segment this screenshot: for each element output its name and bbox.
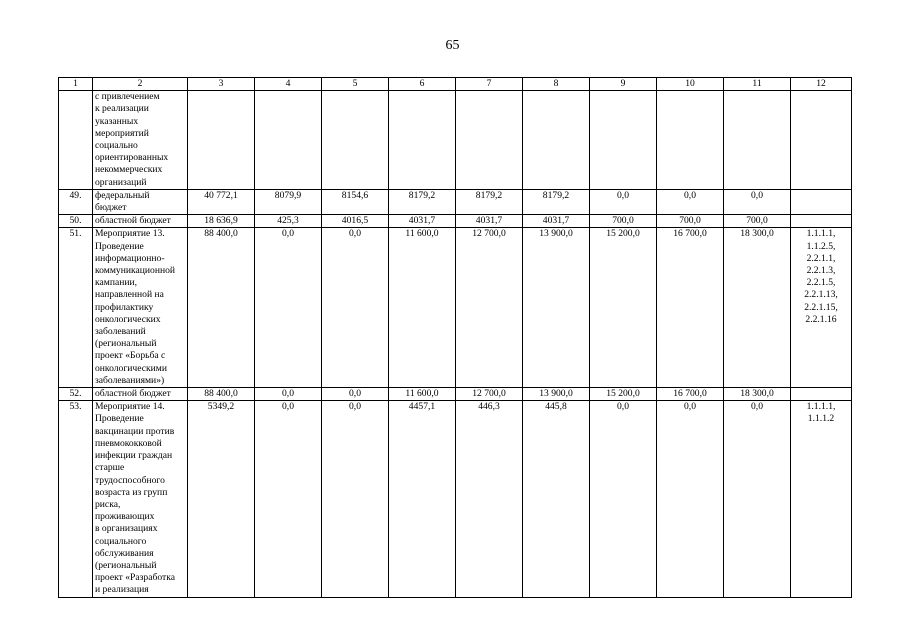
value-cell: 0,0 bbox=[590, 189, 657, 214]
measure-name-cell bbox=[93, 215, 188, 228]
header-row bbox=[59, 78, 852, 91]
value-cell: 446,3 bbox=[456, 401, 523, 597]
measure-name-cell bbox=[93, 91, 188, 190]
indicator-refs-cell bbox=[791, 215, 852, 228]
text-line: вакцинации против bbox=[95, 425, 175, 437]
value-cell: 88 400,0 bbox=[188, 228, 255, 388]
measure-name-cell bbox=[93, 189, 188, 214]
text-line: федеральный bbox=[95, 189, 150, 201]
value-cell: 0,0 bbox=[657, 401, 724, 597]
text-line: бюджет bbox=[95, 202, 127, 214]
text-line: кампании, bbox=[95, 277, 138, 289]
text-line: риска, bbox=[95, 498, 121, 510]
table-row bbox=[59, 401, 852, 597]
value-cell: 445,8 bbox=[523, 401, 590, 597]
column-header-10: 10 bbox=[657, 78, 724, 91]
text-line: 2.2.1.16 bbox=[805, 313, 837, 325]
text-line: 1.1.1.2 bbox=[807, 413, 835, 425]
text-line: пневмококковой bbox=[95, 437, 162, 449]
text-line: заболеваний bbox=[95, 326, 146, 338]
table-row bbox=[59, 388, 852, 401]
text-line: 2.2.1.5, bbox=[806, 277, 836, 289]
value-cell: 4457,1 bbox=[389, 401, 456, 597]
column-header-9: 9 bbox=[590, 78, 657, 91]
value-cell: 12 700,0 bbox=[456, 228, 523, 388]
table-row bbox=[59, 189, 852, 214]
value-cell: 16 700,0 bbox=[657, 388, 724, 401]
value-cell: 8179,2 bbox=[456, 189, 523, 214]
column-header-2: 2 bbox=[93, 78, 188, 91]
value-cell: 4031,7 bbox=[523, 215, 590, 228]
value-cell: 0,0 bbox=[322, 228, 389, 388]
value-cell: 18 636,9 bbox=[188, 215, 255, 228]
text-line: областной бюджет bbox=[95, 215, 171, 227]
row-number-cell: 49. bbox=[59, 189, 93, 214]
text-line: старше bbox=[95, 462, 125, 474]
text-line: областной бюджет bbox=[95, 388, 171, 400]
text-line: профилактику bbox=[95, 301, 154, 313]
text-line: возраста из групп bbox=[95, 486, 168, 498]
value-cell: 0,0 bbox=[322, 388, 389, 401]
value-cell: 8179,2 bbox=[389, 189, 456, 214]
column-header-11: 11 bbox=[724, 78, 791, 91]
text-line: Мероприятие 14. bbox=[95, 401, 165, 413]
text-line: Проведение bbox=[95, 413, 144, 425]
value-cell: 16 700,0 bbox=[657, 228, 724, 388]
text-line: 2.2.1.3, bbox=[806, 265, 836, 277]
value-cell: 88 400,0 bbox=[188, 388, 255, 401]
value-cell bbox=[322, 91, 389, 190]
value-cell: 0,0 bbox=[255, 388, 322, 401]
budget-table bbox=[58, 77, 852, 598]
value-cell: 700,0 bbox=[724, 215, 791, 228]
text-line: трудоспособного bbox=[95, 474, 165, 486]
value-cell: 15 200,0 bbox=[590, 228, 657, 388]
text-line: Проведение bbox=[95, 240, 144, 252]
measure-name-cell bbox=[93, 401, 188, 597]
row-number-cell: 52. bbox=[59, 388, 93, 401]
text-line: 2.2.1.15, bbox=[804, 301, 838, 313]
value-cell: 18 300,0 bbox=[724, 388, 791, 401]
value-cell: 12 700,0 bbox=[456, 388, 523, 401]
text-line: заболеваниями») bbox=[95, 374, 165, 386]
text-line: коммуникационной bbox=[95, 265, 176, 277]
value-cell bbox=[590, 91, 657, 190]
value-cell: 13 900,0 bbox=[523, 228, 590, 388]
text-line: направленной на bbox=[95, 289, 164, 301]
value-cell: 40 772,1 bbox=[188, 189, 255, 214]
text-line: Мероприятие 13. bbox=[95, 228, 165, 240]
text-line: 2.2.1.1, bbox=[806, 252, 836, 264]
text-line: информационно- bbox=[95, 252, 165, 264]
text-line: к реализации bbox=[95, 103, 149, 115]
value-cell: 0,0 bbox=[255, 401, 322, 597]
text-line: организаций bbox=[95, 176, 147, 188]
text-line: онкологических bbox=[95, 313, 161, 325]
value-cell: 0,0 bbox=[724, 189, 791, 214]
value-cell: 0,0 bbox=[255, 228, 322, 388]
text-line: проект «Борьба с bbox=[95, 350, 166, 362]
value-cell bbox=[657, 91, 724, 190]
indicator-refs-cell bbox=[791, 388, 852, 401]
value-cell bbox=[255, 91, 322, 190]
text-line: 2.2.1.13, bbox=[804, 289, 838, 301]
value-cell: 18 300,0 bbox=[724, 228, 791, 388]
column-header-1: 1 bbox=[59, 78, 93, 91]
indicator-refs-cell bbox=[791, 228, 852, 388]
text-line: мероприятий bbox=[95, 127, 149, 139]
column-header-6: 6 bbox=[389, 78, 456, 91]
indicator-refs-cell bbox=[791, 401, 852, 597]
value-cell: 4031,7 bbox=[389, 215, 456, 228]
value-cell: 4031,7 bbox=[456, 215, 523, 228]
text-line: онкологическими bbox=[95, 362, 168, 374]
row-number-cell: 53. bbox=[59, 401, 93, 597]
value-cell bbox=[389, 91, 456, 190]
row-number-cell bbox=[59, 91, 93, 190]
value-cell: 0,0 bbox=[590, 401, 657, 597]
value-cell: 4016,5 bbox=[322, 215, 389, 228]
table-body bbox=[59, 91, 852, 597]
value-cell bbox=[523, 91, 590, 190]
text-line: в организациях bbox=[95, 523, 158, 535]
table-row bbox=[59, 215, 852, 228]
column-header-7: 7 bbox=[456, 78, 523, 91]
measure-name-cell bbox=[93, 228, 188, 388]
text-line: инфекции граждан bbox=[95, 450, 173, 462]
value-cell bbox=[724, 91, 791, 190]
table-row-continuation bbox=[59, 91, 852, 190]
text-line: 1.1.1.1, bbox=[806, 401, 836, 413]
measure-name-cell bbox=[93, 388, 188, 401]
value-cell: 425,3 bbox=[255, 215, 322, 228]
value-cell: 15 200,0 bbox=[590, 388, 657, 401]
column-header-4: 4 bbox=[255, 78, 322, 91]
text-line: (региональный bbox=[95, 559, 157, 571]
value-cell: 13 900,0 bbox=[523, 388, 590, 401]
page-number: 65 bbox=[445, 38, 460, 53]
value-cell: 5349,2 bbox=[188, 401, 255, 597]
value-cell: 11 600,0 bbox=[389, 228, 456, 388]
text-line: социально bbox=[95, 140, 138, 152]
row-number-cell: 51. bbox=[59, 228, 93, 388]
indicator-refs-cell bbox=[791, 189, 852, 214]
text-line: 1.1.2.5, bbox=[806, 240, 836, 252]
value-cell: 11 600,0 bbox=[389, 388, 456, 401]
text-line: некоммерческих bbox=[95, 164, 163, 176]
text-line: 1.1.1.1, bbox=[806, 228, 836, 240]
column-header-3: 3 bbox=[188, 78, 255, 91]
column-header-8: 8 bbox=[523, 78, 590, 91]
text-line: социального bbox=[95, 535, 147, 547]
table-row bbox=[59, 228, 852, 388]
text-line: и реализация bbox=[95, 584, 149, 596]
value-cell bbox=[188, 91, 255, 190]
text-line: (региональный bbox=[95, 338, 157, 350]
column-header-5: 5 bbox=[322, 78, 389, 91]
value-cell: 0,0 bbox=[657, 189, 724, 214]
value-cell: 0,0 bbox=[724, 401, 791, 597]
value-cell bbox=[456, 91, 523, 190]
value-cell: 700,0 bbox=[657, 215, 724, 228]
text-line: проживающих bbox=[95, 511, 155, 523]
value-cell: 0,0 bbox=[322, 401, 389, 597]
value-cell: 700,0 bbox=[590, 215, 657, 228]
text-line: обслуживания bbox=[95, 547, 154, 559]
value-cell bbox=[791, 91, 852, 190]
row-number-cell: 50. bbox=[59, 215, 93, 228]
text-line: указанных bbox=[95, 115, 139, 127]
text-line: ориентированных bbox=[95, 152, 169, 164]
value-cell: 8079,9 bbox=[255, 189, 322, 214]
column-header-12: 12 bbox=[791, 78, 852, 91]
value-cell: 8154,6 bbox=[322, 189, 389, 214]
value-cell: 8179,2 bbox=[523, 189, 590, 214]
text-line: с привлечением bbox=[95, 91, 160, 103]
text-line: проект «Разработка bbox=[95, 572, 175, 584]
